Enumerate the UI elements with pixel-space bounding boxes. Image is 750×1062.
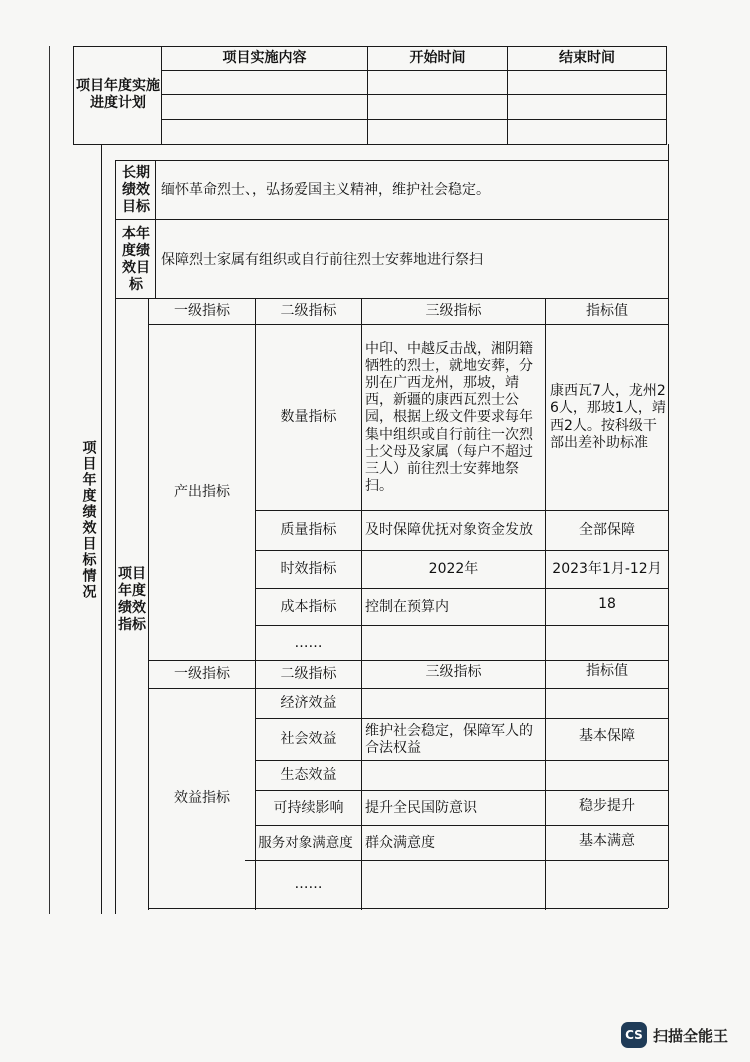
annual-text: 保障烈士家属有组织或自行前往烈士安葬地进行祭扫 [161,251,483,268]
quality-level2: 质量指标 [280,522,337,538]
plan-header-start: 开始时间 [409,50,466,66]
satisfaction-level3: 群众满意度 [365,834,435,851]
output-header-level1: 一级指标 [174,303,230,319]
timeliness-value: 2023年1月-12月 [552,561,662,577]
benefit-ellipsis: …… [294,876,323,892]
long-term-text: 缅怀革命烈士、，弘扬爱国主义精神，维护社会稳定。 [161,181,490,198]
satisfaction-level2: 服务对象满意度 [258,834,353,851]
benefit-header-value: 指标值 [586,662,628,679]
quantity-level2: 数量指标 [280,409,337,425]
sustainable-level2: 可持续影响 [273,799,344,816]
sustainable-value: 稳步提升 [579,797,635,814]
long-term-label: 长期绩效目标 [122,164,150,215]
timeliness-level2: 时效指标 [280,561,337,577]
output-header-level2: 二级指标 [280,303,337,319]
quantity-level3: 中印、中越反击战，湘阴籍牺牲的烈士，就地安葬，分别在广西龙州，那坡，靖西，新疆的康西瓦烈士公园，根据上级文件要求每年集中组织或自行前往一次烈士父母及家属（每户不超过三人）前往烈士安葬地祭扫。 [365,340,533,495]
ecological-level2: 生态效益 [280,767,337,783]
indicators-label: 项目年度绩效指标 [118,566,146,633]
social-level3: 维护社会稳定，保障军人的合法权益 [365,722,533,756]
quality-value: 全部保障 [579,522,635,538]
output-ellipsis: …… [294,634,323,651]
benefit-header-level1: 一级指标 [174,666,230,682]
goals-section-label: 项目年度绩效目标情况 [80,440,97,600]
cost-level3: 控制在预算内 [365,598,449,615]
satisfaction-value: 基本满意 [579,832,635,849]
scanner-watermark [621,1022,728,1048]
social-value: 基本保障 [579,727,635,744]
economic-level2: 经济效益 [280,695,337,711]
plan-label: 项目年度实施进度计划 [76,78,160,111]
social-level2: 社会效益 [280,731,337,747]
output-header-level3: 三级指标 [425,303,482,319]
output-header-value: 指标值 [586,303,628,319]
benefit-level1: 效益指标 [174,790,230,806]
timeliness-level3: 2022年 [428,561,479,577]
output-level1: 产出指标 [174,484,230,500]
annual-label: 本年度绩效目标 [122,226,150,293]
quality-level3: 及时保障优抚对象资金发放 [365,522,533,538]
quantity-value: 康西瓦7人，龙州26人，那坡1人，靖西2人。按科级干部出差补助标准 [550,382,666,451]
plan-header-end: 结束时间 [559,50,615,66]
plan-header-content: 项目实施内容 [222,50,307,66]
sustainable-level3: 提升全民国防意识 [365,799,477,816]
benefit-header-level3: 三级指标 [425,663,482,680]
cost-level2: 成本指标 [280,598,337,615]
scanner-logo-text: 扫描全能王 [653,1026,729,1045]
benefit-header-level2: 二级指标 [280,666,337,682]
scanner-logo-icon: CS [621,1022,647,1048]
cost-value: 18 [598,595,616,612]
